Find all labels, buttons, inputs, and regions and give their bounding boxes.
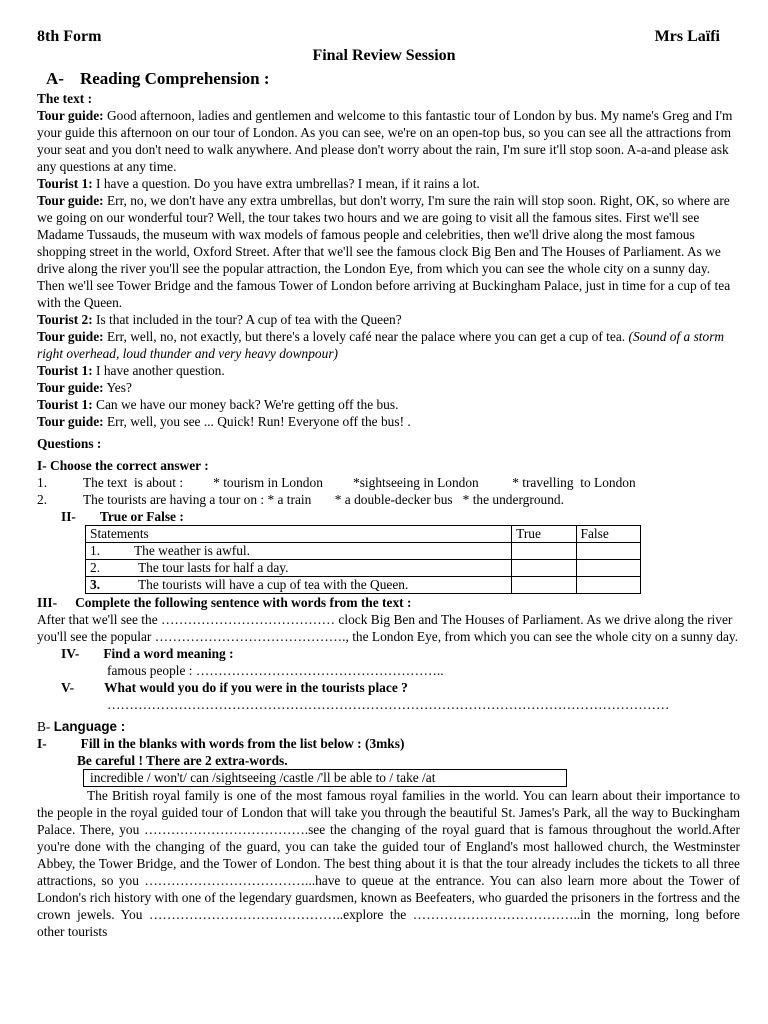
form-label: 8th Form [37,28,102,45]
dialogue-line: Tourist 2: Is that included in the tour? A cup of tea with the Queen? [37,312,402,327]
true-cell[interactable] [512,560,576,577]
q3-num: III- [37,595,58,610]
stage-direction: (Sound of a storm right overhead, loud thunder and very heavy downpour) [37,329,725,361]
false-cell[interactable] [576,560,640,577]
q1-title: I- Choose the correct answer : [37,458,209,473]
section-b-title: Language : [53,719,126,734]
b1-num: I- [37,736,47,751]
dialogue-line: Tour guide: Err, well, you see ... Quick! Run! Everyone off the bus! . [37,414,411,429]
teacher-name: Mrs Laïfi [654,28,720,45]
true-false-table [85,525,641,594]
q3-text: After that we'll see the ………………………………… clock Big Ben and The Houses of Parliament. As we drive along the river you'll see the popular ……………………………………., the London Eye, from which you can see the whole city on a sunny day. [37,612,739,644]
b1-title: Fill in the blanks with words from the list below : (3mks) [80,736,405,751]
q1-item: 1. The text is about : * tourism in London *sightseeing in London * travelling to London [37,475,636,490]
q4-title: Find a word meaning : [103,646,234,661]
section-b-label: B- [37,719,51,734]
dialogue-line: Tourist 1: I have a question. Do you have extra umbrellas? I mean, if it rains a lot. [37,176,480,191]
b1-passage: The British royal family is one of the most famous royal families in the world. You can learn about their importance to the people in the royal guided tour of London that will take you through the beautiful St. James's Park, all the way to Buckingham Palace. There, you ……………………………….see the changing of the royal guard that is famous throughout the world.After you're done with the changing of the guard, you can take the guided tour of England's most hallowed church, the Westminster Abbey, the Tower Bridge, and the Tower of London. The best thing about it is that the tour already includes the tickets to all three attractions, so you ………………………………...have to queue at the entrance. You can also learn more about the Tower of London's rich history with one of the legendary guardsmen, known as Beefeaters, who guarded the prisoners in the fortress and the crown jewels. You ……………………………………..explore the ………………………………..in the morning, long before other tourists [37,788,740,939]
false-cell[interactable] [576,543,640,560]
q5-answer-line[interactable]: ……………………………………………………………………………………………………………… [107,697,670,712]
section-a-heading [46,69,270,89]
q1-item: 2. The tourists are having a tour on : * a train * a double-decker bus * the underground. [37,492,564,507]
b1-note: Be careful ! There are 2 extra-words. [77,753,288,768]
dialogue-line: Tour guide: Err, no, we don't have any extra umbrellas, but don't worry, I'm sure the rain will stop soon. Right, OK, so where are we going on our wonderful tour? Well, the tour takes two hours and we are going to visit all the famous sites. First we'll see Madame Tussauds, the museum with wax models of famous people and celebrities, then we'll drive along the most famous shopping street in the world, Oxford Street. After that we'll see the famous clock Big Ben and The Houses of Parliament. As we drive along the river you'll see the popular attraction, the London Eye, from which you can see the whole city on a sunny day. Then we'll see Tower Bridge and the famous Tower of London before arriving at Buckingham Palace, just in time for a cup of tea with the Queen. [37,193,731,310]
q4-num: IV- [61,646,80,661]
header [37,28,720,46]
questions-label: Questions : [37,436,102,451]
false-cell[interactable] [576,577,640,594]
q2-title: True or False : [99,509,184,524]
dialogue [37,107,740,430]
dialogue-line: Tour guide: Good afternoon, ladies and gentlemen and welcome to this fantastic tour of London by bus. My name's Greg and I'm your guide this afternoon on our tour of London. As you can see, we're on an open-top bus, so you can see all the attractions from your seat and you don't need to walk anywhere. And please don't worry about the rain, I'm sure it'll stop soon. A-a-and please ask any questions at any time. [37,108,733,174]
worksheet-body [37,90,740,940]
section-a-label: A- [46,69,64,88]
table-row: 2. The tour lasts for half a day. [86,560,641,577]
q2-num: II- [61,509,76,524]
true-cell[interactable] [512,543,576,560]
dialogue-line: Tourist 1: Can we have our money back? We're getting off the bus. [37,397,399,412]
table-header-row: Statements True False [86,526,641,543]
dialogue-line: Tour guide: Err, well, no, not exactly, but there's a lovely café near the palace where you can get a cup of tea. (Sound of a storm right overhead, loud thunder and very heavy downpour) [37,329,725,361]
dialogue-line: Tour guide: Yes? [37,380,132,395]
true-cell[interactable] [512,577,576,594]
q3-title: Complete the following sentence with words from the text : [75,595,412,610]
table-row: 1. The weather is awful. [86,543,641,560]
word-list-box: incredible / won't/ can /sightseeing /castle /'ll be able to / take /at [83,769,567,787]
q4-answer-line[interactable]: famous people : ……………………………………………….. [107,663,444,678]
q5-title: What would you do if you were in the tourists place ? [104,680,408,695]
session-title: Final Review Session [312,47,456,64]
q5-num: V- [61,680,75,695]
text-label: The text : [37,91,93,106]
section-a-title: Reading Comprehension : [79,69,270,88]
table-row: 3. The tourists will have a cup of tea with the Queen. [86,577,641,594]
dialogue-line: Tourist 1: I have another question. [37,363,225,378]
